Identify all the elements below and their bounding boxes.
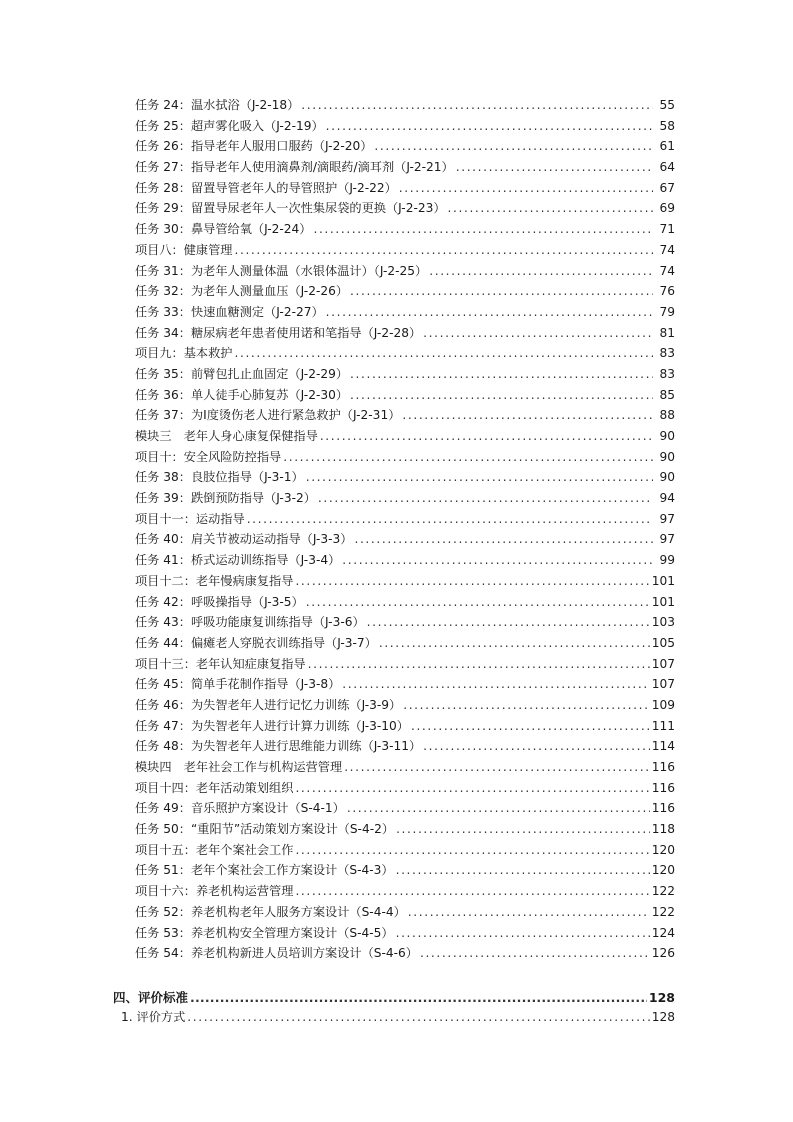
toc-page-number: 94 xyxy=(659,491,675,506)
toc-dot-leader xyxy=(411,719,650,733)
toc-entry[interactable] xyxy=(135,903,675,924)
toc-dot-leader xyxy=(354,532,653,546)
toc-page-number: 97 xyxy=(659,511,675,526)
toc-page-number: 122 xyxy=(651,904,675,919)
toc-entry[interactable] xyxy=(135,737,675,758)
toc-entry[interactable] xyxy=(135,510,675,531)
toc-entry-label: 任务 31：为老年人测量体温（水银体温计）（J-2-25） xyxy=(135,263,428,278)
toc-entry-label: 任务 51：老年个案社会工作方案设计（S-4-3） xyxy=(135,863,394,878)
toc-page-number: 55 xyxy=(659,98,675,112)
toc-page-number: 109 xyxy=(651,697,675,712)
toc-entry-label: 模块四 老年社会工作与机构运营管理 xyxy=(135,760,343,774)
toc-entry-label: 项目八：健康管理 xyxy=(135,242,233,257)
toc-entry-label: 任务 35：前臂包扎止血固定（J-2-29） xyxy=(135,366,349,381)
toc-page-number: 124 xyxy=(651,925,675,940)
toc-page-number: 111 xyxy=(651,718,675,733)
toc-entry[interactable] xyxy=(135,406,675,427)
toc-entry-label: 任务 44：偏瘫老人穿脱衣训练指导（J-3-7） xyxy=(135,635,377,650)
toc-page-number: 128 xyxy=(651,1010,675,1024)
toc-dot-leader xyxy=(295,574,649,588)
toc-entry-label: 任务 48：为失智老年人进行思维能力训练（J-3-11） xyxy=(135,739,422,754)
toc-entry[interactable] xyxy=(135,179,675,200)
toc-entry-label: 项目十六：养老机构运营管理 xyxy=(135,884,294,899)
toc-page-number: 61 xyxy=(659,139,675,154)
toc-page-number: 64 xyxy=(659,160,675,175)
toc-page-number: 103 xyxy=(651,615,675,630)
toc-page-number: 126 xyxy=(651,946,675,961)
toc-page-number: 120 xyxy=(651,842,675,857)
toc-dot-leader xyxy=(402,408,653,422)
toc-dot-leader xyxy=(456,160,653,174)
toc-entry[interactable] xyxy=(135,779,675,800)
toc-page-number: 107 xyxy=(651,656,675,671)
toc-dot-leader xyxy=(350,284,653,298)
toc-entry-label: 项目十二：老年慢病康复指导 xyxy=(135,573,294,588)
toc-entry[interactable] xyxy=(135,675,675,696)
toc-dot-leader xyxy=(342,553,653,567)
toc-entry-label: 项目九：基本救护 xyxy=(135,346,233,361)
toc-entry-label: 任务 36：单人徒手心肺复苏（J-2-30） xyxy=(135,387,349,402)
toc-entry-label: 任务 37：为Ⅰ度烫伤老人进行紧急救护（J-2-31） xyxy=(135,408,401,423)
toc-dot-leader xyxy=(235,346,654,360)
toc-page-number: 116 xyxy=(651,801,675,816)
toc-entry[interactable] xyxy=(135,448,675,469)
toc-dot-leader xyxy=(448,201,653,215)
toc-dot-leader xyxy=(396,822,650,836)
toc-entry[interactable] xyxy=(135,344,675,365)
toc-entry-label: 项目十：安全风险防控指导 xyxy=(135,449,282,464)
toc-entry-label: 任务 47：为失智老年人进行计算力训练（J-3-10） xyxy=(135,718,409,733)
toc-dot-leader xyxy=(283,450,653,464)
toc-section-heading[interactable] xyxy=(113,988,675,1009)
toc-sub-entry[interactable] xyxy=(121,1008,675,1029)
toc-entry-label: 任务 52：养老机构老年人服务方案设计（S-4-4） xyxy=(135,904,406,919)
toc-dot-leader xyxy=(396,926,650,940)
toc-entry-label: 任务 46：为失智老年人进行记忆力训练（J-3-9） xyxy=(135,697,402,712)
toc-entry[interactable] xyxy=(135,158,675,179)
toc-entry[interactable] xyxy=(135,882,675,903)
toc-entry-label: 任务 26：指导老年人服用口服药（J-2-20） xyxy=(135,139,373,154)
toc-page-number: 101 xyxy=(651,573,675,588)
toc-entry[interactable] xyxy=(135,303,675,324)
toc-entry-label: 任务 41：桥式运动训练指导（J-3-4） xyxy=(135,553,341,568)
toc-dot-leader xyxy=(326,119,653,133)
toc-dot-leader xyxy=(306,470,653,484)
toc-dot-leader xyxy=(420,946,650,960)
toc-dot-leader xyxy=(399,181,653,195)
toc-page-number: 76 xyxy=(659,284,675,299)
toc-page-number: 81 xyxy=(659,325,675,340)
toc-page-number: 101 xyxy=(651,594,675,609)
toc-page-number: 105 xyxy=(651,635,675,650)
toc-page-number: 116 xyxy=(651,760,675,774)
toc-dot-leader xyxy=(247,512,653,526)
toc-entry-label: 任务 42：呼吸操指导（J-3-5） xyxy=(135,594,304,609)
toc-entry[interactable] xyxy=(135,262,675,283)
toc-entry[interactable] xyxy=(135,572,675,593)
toc-page-number: 58 xyxy=(659,118,675,133)
toc-dot-leader xyxy=(350,388,653,402)
toc-entry[interactable] xyxy=(135,758,675,779)
toc-dot-leader xyxy=(320,429,653,443)
toc-dot-leader xyxy=(423,326,653,340)
toc-entry-label: 任务 53：养老机构安全管理方案设计（S-4-5） xyxy=(135,925,394,940)
toc-entry[interactable] xyxy=(135,137,675,158)
toc-entry[interactable] xyxy=(135,634,675,655)
toc-page-number: 74 xyxy=(659,242,675,257)
toc-page-number: 83 xyxy=(659,346,675,361)
toc-dot-leader xyxy=(318,491,653,505)
toc-dot-leader xyxy=(295,884,649,898)
toc-entry-label: 任务 43：呼吸功能康复训练指导（J-3-6） xyxy=(135,615,365,630)
toc-entry-label: 任务 49：音乐照护方案设计（S-4-1） xyxy=(135,801,345,816)
toc-entry[interactable] xyxy=(135,241,675,262)
toc-dot-leader xyxy=(235,243,654,257)
toc-dot-leader xyxy=(347,801,650,815)
toc-entry[interactable] xyxy=(135,613,675,634)
toc-entry-label: 任务 54：养老机构新进人员培训方案设计（S-4-6） xyxy=(135,946,418,961)
toc-entry-label: 任务 27：指导老年人使用滴鼻剂/滴眼药/滴耳剂（J-2-21） xyxy=(135,160,454,175)
toc-dot-leader xyxy=(408,905,650,919)
toc-entry-label: 项目十一：运动指导 xyxy=(135,511,245,526)
toc-entry-label: 任务 33：快速血糖测定（J-2-27） xyxy=(135,304,324,319)
toc-entry-label: 任务 32：为老年人测量血压（J-2-26） xyxy=(135,284,349,299)
toc-entry-label: 模块三 老年人身心康复保健指导 xyxy=(135,429,318,443)
toc-entry[interactable] xyxy=(135,489,675,510)
toc-entry[interactable] xyxy=(135,386,675,407)
table-of-contents xyxy=(135,96,675,965)
toc-dot-leader xyxy=(306,595,650,609)
toc-entry[interactable] xyxy=(135,924,675,945)
toc-dot-leader xyxy=(423,739,650,753)
toc-entry-label: 四、评价标准 xyxy=(113,990,189,1005)
toc-entry[interactable] xyxy=(135,799,675,820)
toc-page-number: 74 xyxy=(659,263,675,278)
toc-page-number: 90 xyxy=(659,429,675,443)
toc-entry[interactable] xyxy=(135,593,675,614)
toc-entry-label: 任务 28：留置导管老年人的导管照护（J-2-22） xyxy=(135,180,397,195)
toc-entry[interactable] xyxy=(135,820,675,841)
toc-page-number: 90 xyxy=(659,449,675,464)
toc-entry[interactable] xyxy=(135,427,675,448)
toc-dot-leader xyxy=(295,843,649,857)
toc-page-number: 118 xyxy=(651,822,675,837)
toc-dot-leader xyxy=(313,222,653,236)
toc-dot-leader xyxy=(342,677,649,691)
toc-dot-leader xyxy=(367,615,650,629)
toc-dot-leader xyxy=(308,657,650,671)
toc-entry[interactable] xyxy=(135,220,675,241)
toc-dot-leader xyxy=(187,1010,649,1024)
toc-dot-leader xyxy=(379,636,650,650)
toc-entry[interactable] xyxy=(135,551,675,572)
toc-page-number: 71 xyxy=(659,222,675,237)
toc-page-number: 90 xyxy=(659,470,675,485)
toc-page-number: 97 xyxy=(659,532,675,547)
toc-page-number: 69 xyxy=(659,201,675,216)
toc-entry-label: 任务 45：简单手花制作指导（J-3-8） xyxy=(135,677,341,692)
toc-entry-label: 任务 30：鼻导管给氧（J-2-24） xyxy=(135,222,312,237)
toc-page-number: 85 xyxy=(659,387,675,402)
toc-entry[interactable] xyxy=(135,282,675,303)
toc-entry-label: 任务 40：肩关节被动运动指导（J-3-3） xyxy=(135,532,353,547)
toc-entry[interactable] xyxy=(135,117,675,138)
toc-entry[interactable] xyxy=(135,841,675,862)
toc-page-number: 128 xyxy=(648,990,675,1005)
toc-entry-label: 任务 29：留置导尿老年人一次性集尿袋的更换（J-2-23） xyxy=(135,201,446,216)
toc-entry[interactable] xyxy=(135,468,675,489)
toc-page-number: 116 xyxy=(651,780,675,795)
toc-dot-leader xyxy=(190,990,647,1005)
toc-dot-leader xyxy=(301,98,653,112)
toc-entry[interactable] xyxy=(135,696,675,717)
toc-entry[interactable] xyxy=(135,530,675,551)
toc-page-number: 99 xyxy=(659,553,675,568)
toc-entry-label: 项目十五：老年个案社会工作 xyxy=(135,842,294,857)
toc-entry[interactable] xyxy=(135,944,675,965)
toc-page-number: 120 xyxy=(651,863,675,878)
toc-dot-leader xyxy=(326,305,653,319)
toc-page-number: 88 xyxy=(659,408,675,423)
toc-dot-leader xyxy=(374,139,653,153)
toc-dot-leader xyxy=(396,863,650,877)
toc-entry-label: 项目十三：老年认知症康复指导 xyxy=(135,656,306,671)
toc-dot-leader xyxy=(429,264,653,278)
toc-dot-leader xyxy=(403,698,650,712)
toc-entry-label: 任务 25：超声雾化吸入（J-2-19） xyxy=(135,118,324,133)
toc-page-number: 79 xyxy=(659,304,675,319)
toc-entry[interactable] xyxy=(135,365,675,386)
toc-page-number: 107 xyxy=(651,677,675,692)
toc-entry[interactable] xyxy=(135,324,675,345)
toc-page-number: 114 xyxy=(651,739,675,754)
toc-entry-label: 任务 34：糖尿病老年患者使用诺和笔指导（J-2-28） xyxy=(135,325,422,340)
toc-entry[interactable] xyxy=(135,199,675,220)
toc-entry-label: 任务 50：“重阳节”活动策划方案设计（S-4-2） xyxy=(135,822,395,837)
toc-entry-label: 任务 38：良肢位指导（J-3-1） xyxy=(135,470,304,485)
toc-entry[interactable] xyxy=(135,96,675,117)
toc-entry[interactable] xyxy=(135,861,675,882)
toc-entry-label: 1. 评价方式 xyxy=(121,1010,186,1024)
toc-entry-label: 项目十四：老年活动策划组织 xyxy=(135,780,294,795)
toc-entry[interactable] xyxy=(135,655,675,676)
toc-entry-label: 任务 39：跌倒预防指导（J-3-2） xyxy=(135,491,316,506)
toc-page-number: 83 xyxy=(659,366,675,381)
toc-entry-label: 任务 24：温水拭浴（J-2-18） xyxy=(135,98,300,112)
toc-entry[interactable] xyxy=(135,717,675,738)
toc-dot-leader xyxy=(344,760,650,774)
toc-dot-leader xyxy=(295,781,649,795)
toc-page-number: 67 xyxy=(659,180,675,195)
toc-dot-leader xyxy=(350,367,653,381)
toc-page-number: 122 xyxy=(651,884,675,899)
